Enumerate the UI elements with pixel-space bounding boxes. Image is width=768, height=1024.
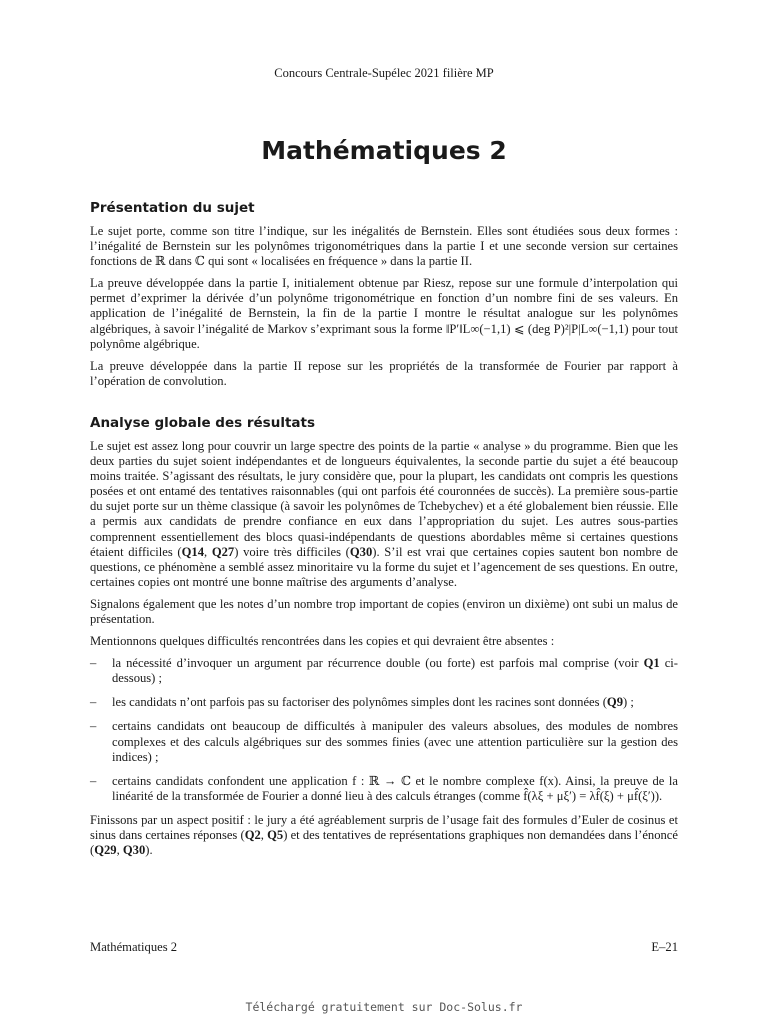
question-ref: Q30 [349, 544, 373, 559]
difficulty-list [90, 656, 678, 804]
paragraph: La preuve développée dans la partie I, initialement obtenue par Riesz, repose sur une formule d’interpolation qui permet d’exprimer la dérivée d’un polynôme trigonométrique en fonction d’un nombre fini de ses valeurs. En application de l’inégalité de Bernstein, la fin de la partie I montre le résultat analogue sur les polynômes algébriques, à savoir l’inégalité de Markov s’exprimant sous la forme ‖P′‖L∞(−1,1) ⩽ (deg P)²|P|L∞(−1,1) pour tout polynôme algébrique. [90, 276, 678, 351]
section-heading-presentation: Présentation du sujet [90, 200, 255, 216]
paragraph: Mentionnons quelques difficultés rencontrées dans les copies et qui devraient être absentes : [90, 634, 555, 649]
paragraph: Finissons par un aspect positif : le jury a été agréablement surpris de l’usage fait des formules d’Euler de cosinus et sinus dans certaines réponses (Q2, Q5) et des tentatives de représentations graphiques non demandées dans l’énoncé (Q29, Q30). [90, 812, 678, 858]
question-ref: Q29 [94, 843, 117, 858]
question-ref: Q5 [267, 828, 284, 842]
list-item: – certains candidats ont beaucoup de difficultés à manipuler des valeurs absolues, des modules de nombres complexes et des calculs algébriques sur des sommes finies (avec une attention particulière sur la gestion des indices) ; [90, 719, 678, 764]
question-ref: Q2 [244, 828, 261, 842]
paragraph: La preuve développée dans la partie II repose sur les propriétés de la transformée de Fourier par rapport à l’opération de convolution. [90, 358, 678, 388]
question-ref: Q14 [181, 544, 205, 559]
footer-page-number: E–21 [651, 940, 678, 954]
list-item: – la nécessité d’invoquer un argument par récurrence double (ou forte) est parfois mal comprise (voir Q1 ci-dessous) ; [90, 656, 678, 686]
question-ref: Q1 [643, 656, 660, 671]
paragraph: Le sujet porte, comme son titre l’indique, sur les inégalités de Bernstein. Elles sont étudiées sous deux formes : l’inégalité de Bernstein sur les polynômes trigonométriques dans la partie I et une seconde version sur certaines fonctions de ℝ dans ℂ qui sont « localisées en fréquence » dans la partie II. [90, 224, 678, 269]
footer-subject: Mathématiques 2 [90, 940, 178, 954]
bullet-dash: – [90, 773, 97, 788]
download-watermark: Téléchargé gratuitement sur Doc-Solus.fr [245, 1000, 523, 1014]
running-head: Concours Centrale-Supélec 2021 filière MP [274, 66, 494, 80]
question-ref: Q27 [211, 544, 235, 559]
main-content [90, 200, 678, 865]
list-item: – certains candidats confondent une application f : ℝ → ℂ et le nombre complexe f(x). Ainsi, la preuve de la linéarité de la transformée de Fourier a donné lieu à des calculs étranges (comme f̂(λξ + μξ′) = λf̂(ξ) + μf̂(ξ′)). [90, 773, 678, 803]
bullet-dash: – [90, 695, 97, 710]
page-title: Mathématiques 2 [261, 136, 507, 165]
list-item: – les candidats n’ont parfois pas su factoriser des polynômes simples dont les racines sont données (Q9) ; [90, 695, 634, 710]
bullet-dash: – [90, 719, 97, 734]
question-ref: Q9 [606, 695, 623, 710]
question-ref: Q30 [122, 843, 146, 858]
bullet-dash: – [90, 656, 97, 671]
paragraph: Le sujet est assez long pour couvrir un large spectre des points de la partie « analyse » du programme. Bien que les deux parties du sujet soient indépendantes et de longueurs équivalentes, la seconde partie du sujet a été beaucoup moins traitée. S’agissant des résultats, le jury considère que, pour la plupart, les candidats ont compris les questions posées et ont entamé des tentatives raisonnables (qui ont parfois été couronnées de succès). La première sous-partie du sujet porte sur un thème classique (à savoir les polynômes de Tchebychev) et a été globalement bien réussie. Elle a permis aux candidats de prendre confiance en eux dans l’appropriation du sujet. Les autres sous-parties comprennent essentiellement des blocs quasi-indépendants de questions abordables même si certaines questions étaient difficiles (Q14, Q27) voire très difficiles (Q30). S’il est vrai que certaines copies sautent bon nombre de questions, ce phénomène a semblé assez minoritaire vu la forme du sujet et l’agencement de ses questions. En outre, certaines copies ont montré une bonne maîtrise des arguments d’analyse. [90, 438, 679, 589]
section-heading-analyse: Analyse globale des résultats [90, 414, 316, 431]
paragraph: Signalons également que les notes d’un nombre trop important de copies (environ un dixième) ont subi un malus de présentation. [90, 596, 678, 626]
